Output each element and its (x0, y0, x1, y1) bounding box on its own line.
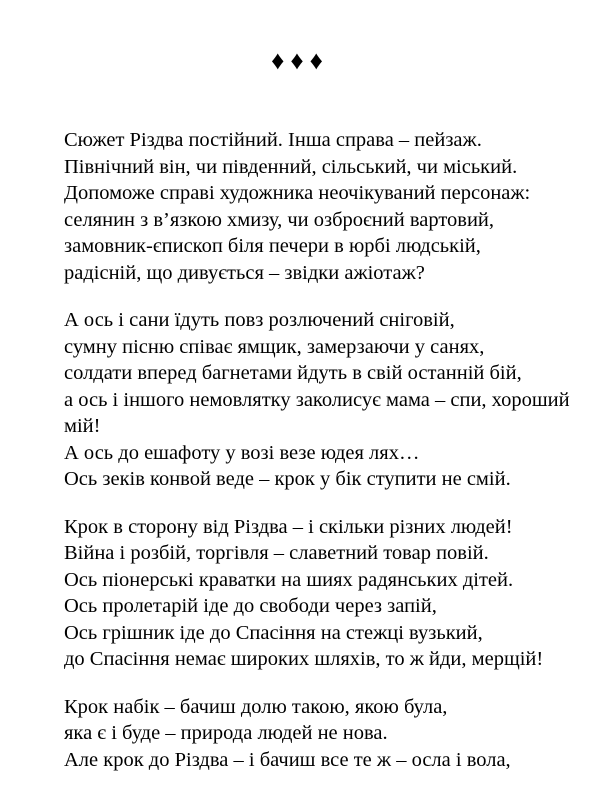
poem-line: А ось до ешафоту у возі везе юдея лях… (64, 441, 420, 464)
poem-line: мій! (64, 415, 101, 437)
poem-line: сумну пісню співає ямщик, замерзаючи у санях, (64, 335, 485, 358)
poem-line: А ось і сани їдуть повз розлючений сніговій, (64, 309, 455, 331)
poem-line: селянин з в’язкою хмизу, чи озброєний вартовий, (64, 208, 495, 231)
ornament-diamonds: ♦♦♦ (271, 46, 329, 75)
poem-line: Північний він, чи південний, сільський, чи міський. (64, 155, 518, 178)
poem-line: замовник-єпископ біля печери в юрбі людській, (64, 235, 481, 257)
poem-line: Ось піонерські краватки на шиях радянських дітей. (64, 568, 514, 591)
poem-line: Крок в сторону від Різдва – і скільки різних людей! (64, 515, 513, 538)
poem-line: Допоможе справі художника неочікуваний персонаж: (64, 182, 531, 204)
poem-line: Ось зеків конвой веде – крок у бік ступити не смій. (64, 468, 511, 490)
poem-line: яка є і буде – природа людей не нова. (64, 722, 388, 744)
poem-line: Але крок до Різдва – і бачиш все те ж – осла і вола, (64, 748, 511, 771)
stanza-2 (64, 307, 584, 493)
poem-line: Крок набік – бачиш долю такою, якою була, (64, 695, 448, 718)
poem-line: до Спасіння немає широких шляхів, то ж йди, мерщій! (64, 648, 544, 670)
poem (64, 127, 584, 794)
poem-line: радісній, що дивується – звідки ажіотаж? (64, 261, 425, 284)
poem-line: Ось пролетарій іде до свободи через запій, (64, 595, 437, 617)
stanza-1 (64, 127, 584, 286)
poem-line: Сюжет Різдва постійний. Інша справа – пейзаж. (64, 129, 482, 151)
poem-line: Війна і розбій, торгівля – славетний товар повій. (64, 542, 489, 564)
poem-line: солдати вперед багнетами йдуть в свій останній бій, (64, 362, 522, 384)
stanza-4 (64, 694, 584, 774)
poem-line: Ось грішник іде до Спасіння на стежці вузький, (64, 621, 483, 644)
poem-line: а ось і іншого немовлятку заколисує мама – спи, хороший (64, 388, 570, 411)
stanza-3 (64, 514, 584, 673)
